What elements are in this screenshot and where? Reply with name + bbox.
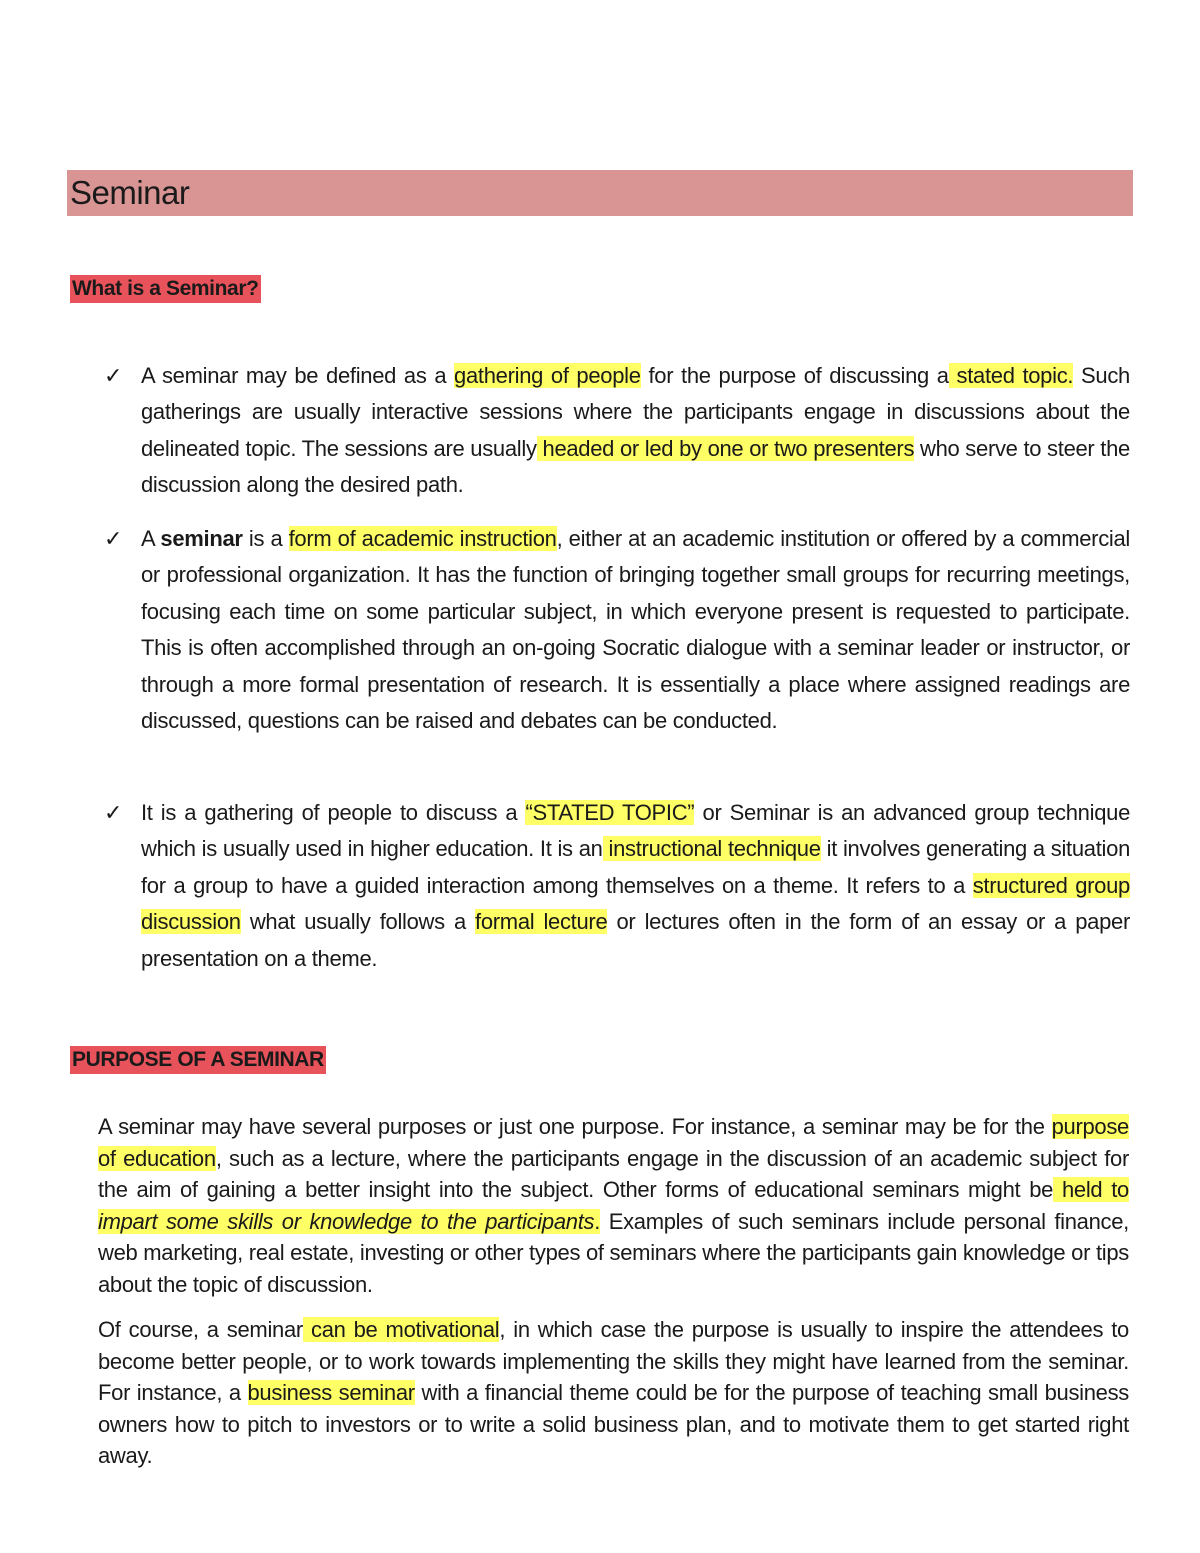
text-run: what usually follows a xyxy=(240,909,476,935)
text-run: with a financial theme could be for the purpose of teaching small business owners how to pitch to investors or to write a solid business plan, and to motivate them to get started right away. xyxy=(98,1380,1130,1468)
text-run: It is a gathering of people to discuss a xyxy=(141,800,526,825)
highlighted-text: purpose of education xyxy=(98,1114,1129,1171)
text-run: A xyxy=(141,526,161,551)
text-run: it involves generating a situation for a group to have a guided interaction among themselves on a theme. It refers to a xyxy=(141,836,1131,898)
bullet-text xyxy=(141,521,1130,739)
text-run: A seminar may be defined as a xyxy=(141,363,455,388)
text-run: Examples of such seminars include personal finance, web marketing, real estate, investing or other types of seminars where the participants gain knowledge or tips about the topic of discussion. xyxy=(98,1208,1129,1297)
section-heading-what-is: What is a Seminar? xyxy=(70,275,261,303)
bullet-item xyxy=(104,795,1130,977)
text-run: for the purpose of discussing a xyxy=(640,363,949,388)
bullet-text xyxy=(141,795,1130,977)
highlighted-text: form of academic instruction xyxy=(288,526,557,551)
bullet-text xyxy=(141,358,1130,504)
bullet-item xyxy=(104,358,1130,504)
highlighted-text: structured group discussion xyxy=(141,872,1130,935)
text-run: , either at an academic institution or offered by a commercial or professional organization. It has the function of bringing together small groups for recurring meetings, focusing each time on some particular subject, in which everyone present is requested to participate. This is often accomplished through an on-going Socratic dialogue with a seminar leader or instructor, or through a more formal presentation of research. It is essentially a place where assigned readings are discussed, questions can be raised and debates can be conducted. xyxy=(141,526,1130,734)
section-heading-purpose: PURPOSE OF A SEMINAR xyxy=(70,1046,326,1074)
paragraph xyxy=(98,1111,1129,1300)
text-run: or Seminar is an advanced group technique which is usually used in higher education. It is an xyxy=(141,800,1131,862)
paragraph xyxy=(98,1314,1129,1472)
page-title: Seminar xyxy=(70,174,190,211)
text-run: , in which case the purpose is usually to inspire the attendees to become better people, or to work towards implementing the skills they might have learned from the seminar. For instance, a xyxy=(98,1317,1129,1405)
bold-text: seminar xyxy=(160,526,243,551)
highlighted-text: impart some skills or knowledge to the participants xyxy=(98,1208,595,1234)
text-run: Such gatherings are usually interactive sessions where the participants engage in discussions about the delineated topic. The sessions are usually xyxy=(141,363,1130,461)
highlighted-text: headed or led by one or two presenters xyxy=(536,435,915,461)
text-run: who serve to steer the discussion along the desired path. xyxy=(141,435,1130,498)
highlighted-text: gathering of people xyxy=(454,363,641,388)
text-run: Of course, a seminar xyxy=(98,1317,303,1342)
highlighted-text: instructional technique xyxy=(602,836,821,862)
highlighted-text: stated topic. xyxy=(948,363,1074,388)
checkmark-icon: ✓ xyxy=(104,363,123,388)
bullet-item xyxy=(104,521,1130,739)
highlighted-text: formal lecture xyxy=(475,909,608,935)
highlighted-text: held to xyxy=(1053,1177,1129,1202)
text-run: , such as a lecture, where the participants engage in the discussion of an academic subject for the aim of gaining a better insight into the subject. Other forms of educational seminars might be xyxy=(98,1145,1129,1202)
text-run: is a xyxy=(242,526,289,551)
checkmark-icon: ✓ xyxy=(104,526,123,551)
highlighted-text: . xyxy=(594,1208,601,1234)
highlighted-text: can be motivational xyxy=(302,1317,500,1342)
highlighted-text: “STATED TOPIC” xyxy=(525,800,695,825)
text-run: A seminar may have several purposes or just one purpose. For instance, a seminar may be for the xyxy=(98,1114,1052,1139)
text-run: or lectures often in the form of an essay or a paper presentation on a theme. xyxy=(141,909,1130,971)
checkmark-icon: ✓ xyxy=(104,800,123,825)
title-bar xyxy=(67,170,1133,216)
highlighted-text: business seminar xyxy=(247,1380,415,1405)
